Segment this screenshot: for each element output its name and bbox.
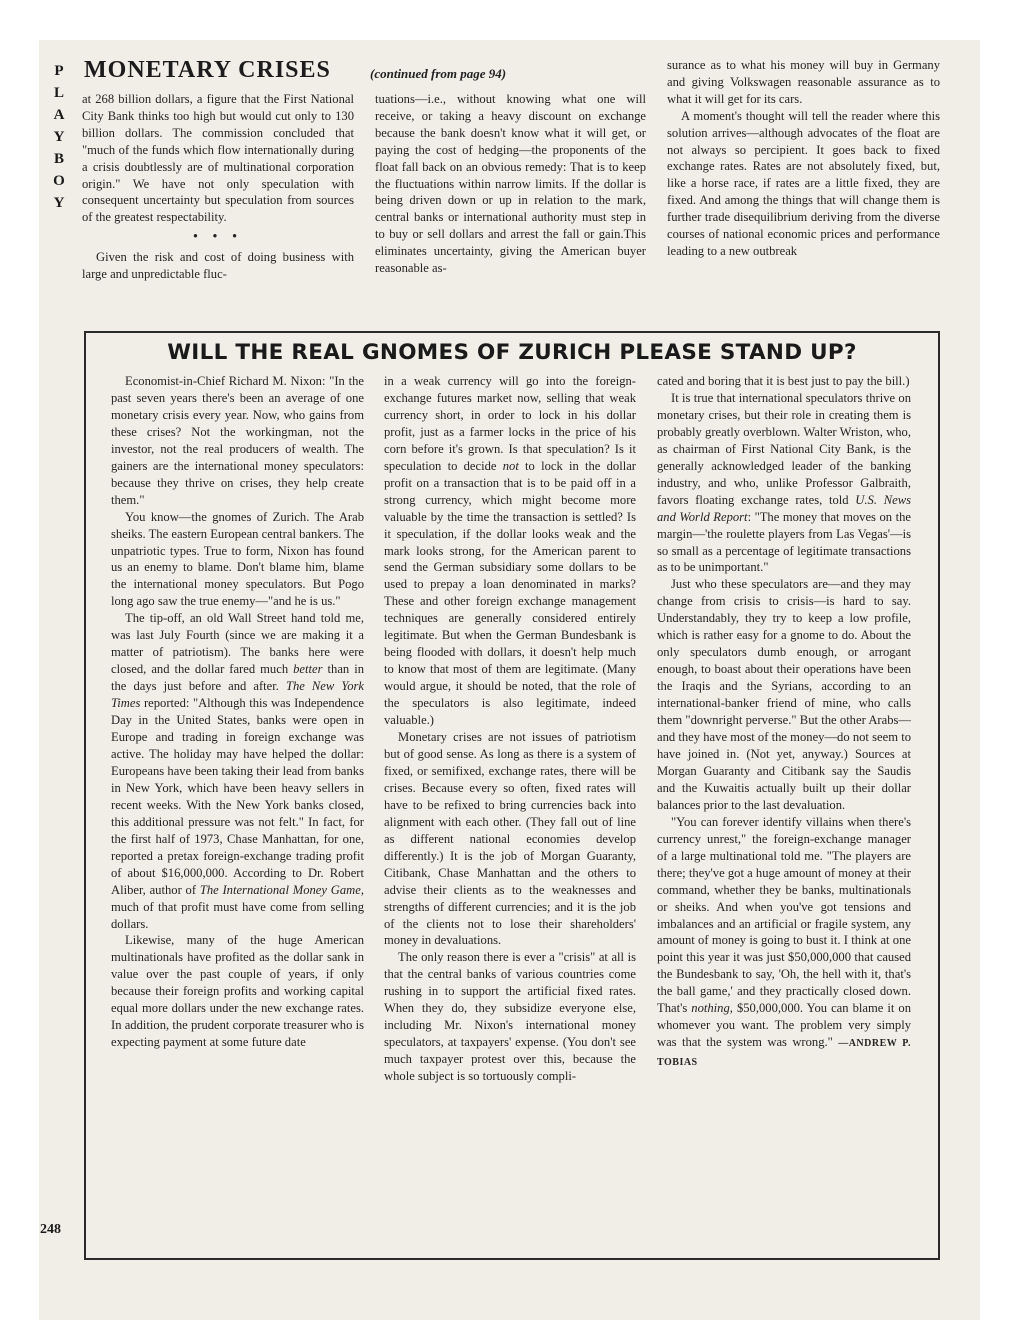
text: It is true that international speculators thrive on monetary crises, but their role in creating them is probably greatly overblown. Walter Wriston, who, as chairman of First National City Bank, is the generally acknowledged leader of the banking industry, and who, unlike Professor Galbraith, favors floating exchange rates, told bbox=[657, 390, 911, 507]
text: $50,000,000. You can blame it on whomever you want. The problem very simply was that the system was wrong." bbox=[657, 1001, 911, 1050]
side-letter: B bbox=[53, 151, 64, 167]
side-letter: P bbox=[54, 63, 64, 79]
paragraph: at 268 billion dollars, a figure that the First National City Bank thinks too high but would cut only to 130 billion dollars. The commission concluded that "much of the funds which flow internationally during a crisis doubtlessly are of multinational corporation origin." We have not only speculation with consequent uncertainty but speculation from sources of the greatest respectability. bbox=[82, 92, 354, 225]
text: reported: "Although this was Independence Day in the United States, banks were open in Europe and trading in foreign exchange was active. The holiday may have helped the dollar: Europeans have been taking their lead from banks in New York, which have been heavy sellers in recent weeks. With the New York banks closed, this additional pressure was not felt." In fact, for the first half of 1973, Chase Manhattan, for one, reported a pretax foreign-exchange trading profit of about $16,000,000. According to Dr. Robert Aliber, author of bbox=[111, 696, 364, 897]
sidebar-column-1 bbox=[111, 373, 364, 1051]
paragraph: surance as to what his money will buy in Germany and giving Volkswagen reasonable assurance as to what it will get for its cars. bbox=[667, 58, 940, 106]
publication-name: U.S. News and World Report bbox=[657, 492, 911, 524]
book-title: The International Money Game bbox=[199, 882, 361, 897]
paragraph bbox=[657, 814, 911, 1072]
text: The tip-off, an old Wall Street hand told me, was last July Fourth (since we are making it a matter of patriotism). The banks here were closed, and the dollar fared much bbox=[111, 611, 364, 677]
section-break: • • • bbox=[193, 229, 243, 244]
author-signature: —ANDREW P. TOBIAS bbox=[657, 1038, 911, 1069]
article-column-1 bbox=[82, 91, 354, 283]
sidebar-title: WILL THE REAL GNOMES OF ZURICH PLEASE STAND UP? bbox=[167, 340, 857, 365]
article-column-2 bbox=[375, 91, 646, 277]
paragraph: Monetary crises are not issues of patriotism but of good sense. As long as there is a system of fixed, or semifixed, exchange rates, there will be crises. Because every so often, fixed rates will have to be refixed to bring currencies back into alignment with each other. (They fall out of line as different national economies develop differently.) It is the job of Morgan Guaranty, Citibank, Chase Manhattan and the others to advise their clients as to the weaknesses and strengths of different currencies; and it is the job of the clients not to lose their shareholders' money in devaluations. bbox=[384, 730, 636, 948]
side-letter: A bbox=[53, 107, 65, 123]
emphasis: not bbox=[502, 458, 519, 473]
paragraph: Just who these speculators are—and they may change from crisis to crisis—is hard to say. Understandably, they try to keep a low profile, which is rather easy for a gnome to do. About the only speculators dumb enough, or arrogant enough, to boast about their operations have been the Iraqis and the Syrians, according to an international-banker friend of mine, who calls them "downright perverse." But the other Arabs—and they have most of the money—do not seem to have joined in. (Not yet, anyway.) Sources at Morgan Guaranty and Citibank say the Saudis and the Kuwaitis actually built up their dollar balances prior to the last devaluation. bbox=[657, 577, 911, 812]
sidebar-column-2 bbox=[384, 373, 636, 1085]
publication-name: The New York Times bbox=[111, 679, 365, 711]
paragraph bbox=[657, 390, 911, 576]
article-title: MONETARY CRISES bbox=[84, 57, 331, 83]
magazine-name-vertical bbox=[50, 60, 68, 214]
text: , much of that profit must have come from selling dollars. bbox=[111, 882, 364, 931]
paragraph: cated and boring that it is best just to pay the bill.) bbox=[657, 374, 910, 388]
text: : "The money that moves on the margin—'the roulette players from Las Vegas'—is so small as a percentage of legitimate transactions as to be unimportant." bbox=[657, 509, 911, 575]
sidebar-column-3 bbox=[657, 373, 911, 1072]
paragraph: The only reason there is ever a "crisis" at all is that the central banks of various countries come rushing in to support the artificial fixed rates. When they do, they subsidize everyone else, including Mr. Nixon's international money speculators, at taxpayers' expense. (You don't see much taxpayer protest over this, because the whole subject is so tortuously compli- bbox=[384, 950, 636, 1084]
continued-note: (continued from page 94) bbox=[370, 66, 507, 81]
paragraph: Given the risk and cost of doing business with large and unpredictable fluc- bbox=[82, 250, 354, 282]
paragraph bbox=[384, 373, 636, 729]
side-letter: L bbox=[53, 85, 64, 101]
emphasis: nothing, bbox=[691, 1001, 733, 1016]
text: than in the days just before and after. bbox=[111, 662, 364, 694]
paragraph: A moment's thought will tell the reader where this solution arrives—although advocates of the float are not always so percipient. It goes back to fixed exchange rates. Rates are not absolutely fixed, but, like a horse race, if rates are a little fixed, they are fixed. And among the things that will change them is further trade disequilibrium deriving from the diverse courses of national economic prices and performance leading to a new outbreak bbox=[667, 108, 940, 258]
text: in a weak currency will go into the foreign-exchange futures market now, selling that weak currency short, in order to lock in his dollar profit, just as a farmer locks in the price of his corn before it's grown. Is that speculation? Is it speculation to decide bbox=[384, 374, 636, 473]
paragraph: You know—the gnomes of Zurich. The Arab sheiks. The eastern European central bankers. The unpatriotic types. True to form, Nixon has found us an enemy to blame. Don't blame him, blame the international money speculators. But Pogo long ago saw the true enemy—"and he is us." bbox=[111, 509, 364, 609]
side-letter: Y bbox=[53, 195, 65, 211]
paragraph: tuations—i.e., without knowing what one will receive, or taking a heavy discount on exchange because the bank doesn't know what it will get, or paying the cost of hedging—the proponents of the float fall back on an obvious remedy: That is to keep the fluctuations within narrow limits. If the dollar is being driven down or up in relation to the mark, central banks or international authority must step in to buy or sell dollars and arrest the fall or gain.This eliminates uncertainty, giving the American buyer reasonable as- bbox=[375, 92, 646, 276]
text: "You can forever identify villains when there's currency unrest," the foreign-exchange manager of a large multinational told me. "The players are there; they've got a huge amount of money at their command, whether they be banks, multinationals or sheiks. And when you've got tensions and imbalances and an artificial or fragile system, any amount of money is going to bust it. I think at one point this year it was just $50,000,000 that caused the Bundesbank to say, 'Oh, the hell with it, that's the ball game,' and they practically closed down. That's bbox=[657, 814, 911, 1016]
side-letter: Y bbox=[53, 129, 65, 145]
article-column-3 bbox=[667, 57, 940, 260]
page-number: 248 bbox=[40, 1222, 61, 1237]
paragraph: Economist-in-Chief Richard M. Nixon: "In the past seven years there's been an average of one monetary crisis every year. Now, who gains from these crises? Not the workingman, not the investor, not the real producers of wealth. The gainers are the international money speculators: because they thrive on crises, they help create them." bbox=[111, 374, 364, 507]
emphasis: better bbox=[293, 662, 323, 677]
text: to lock in the dollar profit on a transaction that is to be paid off in a strong currency, which might become more valuable by the time the transaction is settled? Is it speculation, if the dollar looks weak and the mark looks strong, for the American parent to send the German subsidiary some dollars to be used to prepay a loan denominated in marks? These and other foreign exchange management techniques are generally considered entirely legitimate. But when the German Bundesbank is being flooded with dollars, it doesn't help much to know that most of them are legitimate. (Many would argue, it should be noted, that the role of the speculators is also legitimate, indeed valuable.) bbox=[384, 458, 636, 728]
paragraph bbox=[111, 610, 364, 932]
paragraph: Likewise, many of the huge American multinationals have profited as the dollar sank in value over the past couple of years, if only because their foreign profits and working capital equal more dollars under the new exchange rates. In addition, the prudent corporate treasurer who is expecting payment at some future date bbox=[111, 933, 364, 1050]
side-letter: O bbox=[53, 173, 65, 189]
